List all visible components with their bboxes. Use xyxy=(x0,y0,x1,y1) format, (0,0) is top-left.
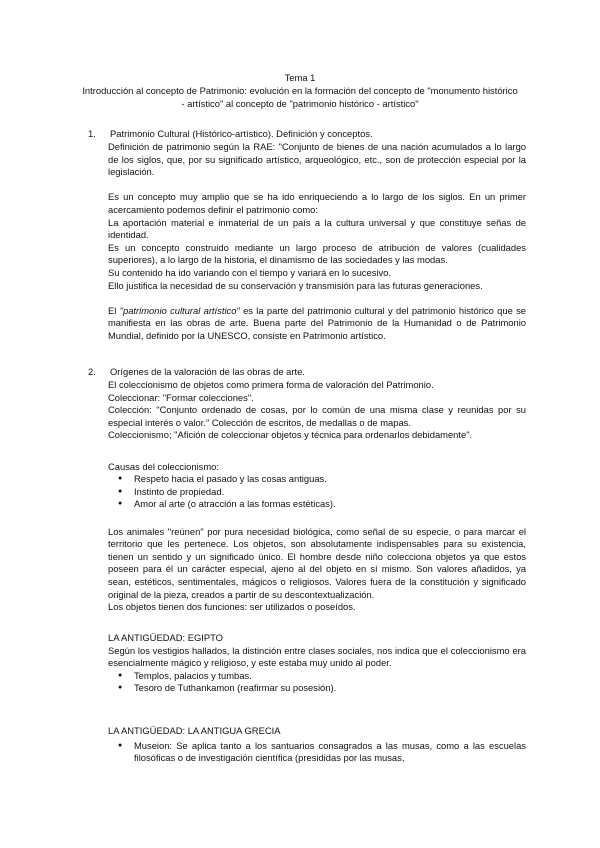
section-2-title: Orígenes de la valoración de las obras de arte. xyxy=(110,366,305,377)
causas-title: Causas del coleccionismo: xyxy=(108,460,219,472)
section-1-paragraph: Definición de patrimonio según la RAE: "Conjunto de bienes de una nación acumulados a lo largo de los siglos, que, por su significado artístico, arqueológico, etc., son de protección especial por la legislación. xyxy=(108,141,526,178)
section-1-paragraph: Ello justifica la necesidad de su conservación y transmisión para las futuras generaciones. xyxy=(108,279,483,291)
list-item: ● Museion: Se aplica tanto a los santuarios consagrados a las musas, como a las escuelas filosóficas o de investigación científica (presididas por las musas, xyxy=(134,740,526,765)
section-2-body xyxy=(108,379,526,614)
section-1-heading xyxy=(88,128,526,141)
list-item: ● Respeto hacia el pasado y las cosas antiguas. xyxy=(134,473,526,486)
section-2-paragraph: Coleccionar: "Formar colecciones". xyxy=(108,391,254,403)
egipto-list xyxy=(108,670,526,695)
section-2-paragraph: El coleccionismo de objetos como primera forma de valoración del Patrimonio. xyxy=(108,379,434,390)
grecia-block xyxy=(108,725,526,765)
causas-list xyxy=(108,473,526,511)
section-2-paragraph: Coleccionismo; "Afición de coleccionar objetos y técnica para ordenarlos debidamente". xyxy=(108,429,473,441)
section-1-paragraph: Es un concepto muy amplio que se ha ido enriqueciendo a lo largo de los siglos. En un primer acercamiento podemos definir el patrimonio como: xyxy=(108,191,526,215)
section-2-number: 2. xyxy=(88,366,96,377)
section-1-title: Patrimonio Cultural (Histórico-artístico). Definición y conceptos. xyxy=(110,128,373,139)
section-1-paragraph: Es un concepto construido mediante un largo proceso de atribución de valores (cualidades superiores), a lo largo de la historia, el dinamismo de las sociedades y las modas. xyxy=(108,241,526,266)
egipto-paragraph: Según los vestigios hallados, la distinción entre clases sociales, nos indica que el coleccionismo era esencialmente mágico y religioso, y este estaba muy unido al poder. xyxy=(108,644,526,669)
section-2-heading xyxy=(88,366,526,379)
section-1-paragraph: Su contenido ha ido variando con el tiempo y variará en lo sucesivo. xyxy=(108,266,391,278)
egipto-heading: LA ANTIGÜEDAD: EGIPTO xyxy=(108,632,223,643)
section-2-paragraph: Los objetos tienen dos funciones: ser utilizados o poseídos. xyxy=(108,601,356,613)
section-2-paragraph: Colección: "Conjunto ordenado de cosas, por lo común de una misma clase y reunidas por su especial interés o valor." Colección de escritos, de medallas o de mapas. xyxy=(108,404,526,428)
page-title: Tema 1 xyxy=(284,72,316,83)
section-1-number: 1. xyxy=(88,128,96,139)
section-1-paragraph: La aportación material e inmaterial de un país a la cultura universal y que constituye señas de identidad. xyxy=(108,216,526,241)
list-item: ● Instinto de propiedad. xyxy=(134,486,526,499)
egipto-block xyxy=(108,632,526,695)
list-item: ● Templos, palacios y tumbas. xyxy=(134,670,526,683)
section-2-paragraph: Los animales "reúnen" por pura necesidad biológica, como señal de su especie, o para marcar el territorio que les pertenece. Los objetos, son absolutamente indispensables para su existencia, tienen un sentido y un significado único. El hombre desde niño colecciona objetos ya que estos poseen para él un carácter especial, ajeno al del objeto en sí mismo. Son valores añadidos, ya sean, estéticos, sentimentales, mágicos o religiosos. Valores fuera de la constitución y significado original de la pieza, creados a partir de su descontextualización. xyxy=(108,525,526,600)
list-item: ● Tesoro de Tuthankamon (reafirmar su posesión). xyxy=(134,682,526,695)
emphasis-text: "patrimonio cultural artístico" xyxy=(119,304,240,316)
list-item: ● Amor al arte (o atracción a las formas estéticas). xyxy=(134,498,526,511)
grecia-heading: LA ANTIGÜEDAD: LA ANTIGUA GRECIA xyxy=(108,725,281,736)
section-1-paragraph-heritage: El "patrimonio cultural artístico" es la parte del patrimonio cultural y del patrimonio histórico que se manifiesta en las obras de arte. Buena parte del Patrimonio de la Humanidad o de Patrimonio Mundial, definido por la UNESCO, consiste en Patrimonio artístico. xyxy=(108,304,527,341)
grecia-list xyxy=(108,740,526,765)
page-subtitle: Introducción al concepto de Patrimonio: evolución en la formación del concepto de "monumento histórico - artístico" al concepto de "patrimonio histórico - artístico" xyxy=(82,85,518,109)
section-1-body xyxy=(108,141,526,343)
